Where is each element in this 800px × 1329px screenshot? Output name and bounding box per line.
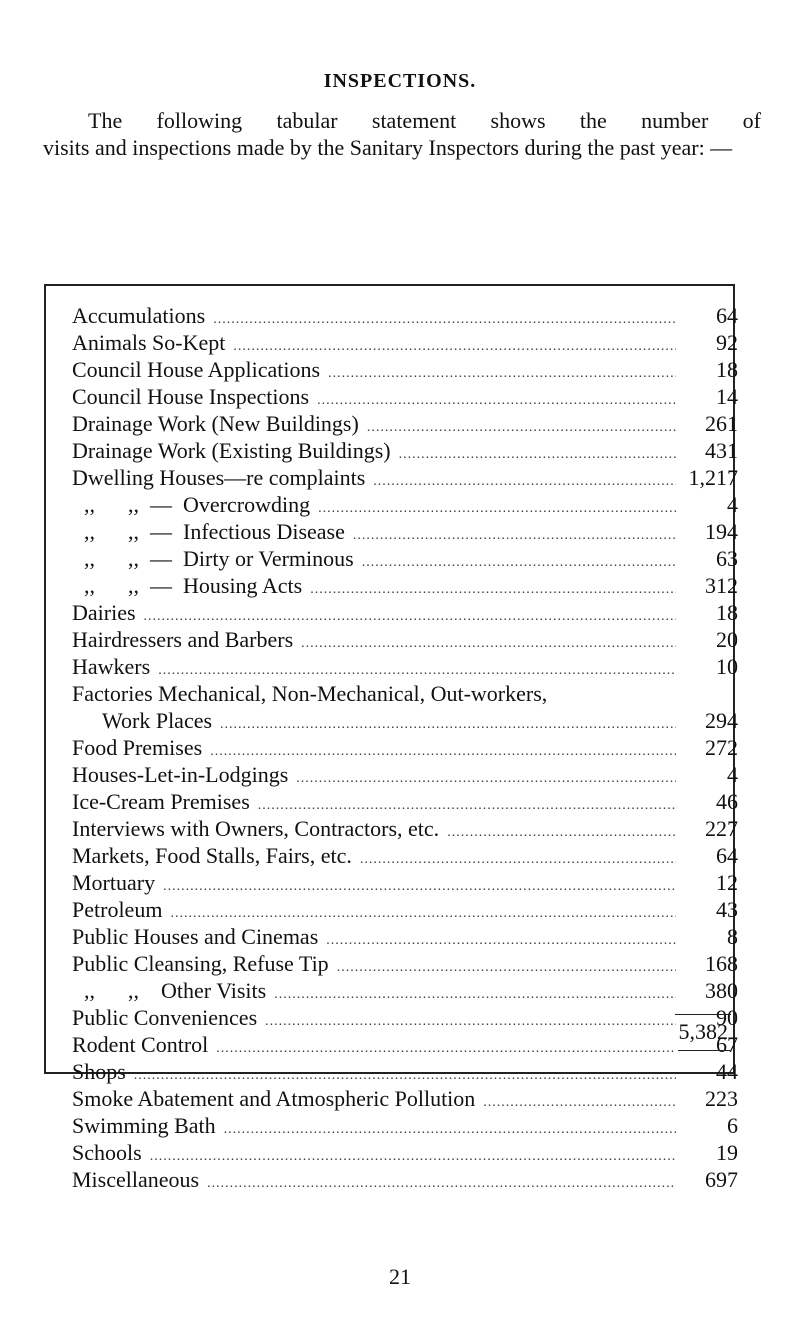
row-label: ,, ,, Other Visits: [84, 978, 267, 1003]
table-row: [72, 626, 738, 653]
total-rule-bottom: [678, 1050, 730, 1051]
row-label: Drainage Work (Existing Buildings): [72, 438, 391, 463]
row-value: 92: [716, 330, 738, 355]
table-row: [72, 1031, 738, 1058]
row-value: 223: [705, 1086, 738, 1111]
table-row: [72, 707, 738, 734]
intro-line-1: The following tabular statement shows the number of: [88, 108, 761, 133]
row-value: 697: [705, 1167, 738, 1192]
row-value: 4: [727, 762, 738, 787]
table-row: [72, 1112, 738, 1139]
row-label: Dwelling Houses—re complaints: [72, 465, 366, 490]
table-row: [72, 680, 738, 707]
row-label: Accumulations: [72, 303, 206, 328]
intro-paragraph: [43, 107, 761, 161]
grand-total: 5,382: [678, 1019, 728, 1044]
row-value: 312: [705, 573, 738, 598]
row-value: 194: [705, 519, 738, 544]
table-row: [72, 545, 738, 572]
row-label: Smoke Abatement and Atmospheric Pollution: [72, 1086, 476, 1111]
inspections-table: [72, 302, 738, 1193]
row-value: 43: [716, 897, 738, 922]
row-value: 1,217: [688, 465, 738, 490]
row-label: Mortuary: [72, 870, 156, 895]
row-label: Public Cleansing, Refuse Tip: [72, 951, 329, 976]
table-row: [72, 572, 738, 599]
table-row: [72, 356, 738, 383]
page-number: 21: [389, 1264, 411, 1289]
row-label: Council House Inspections: [72, 384, 310, 409]
row-label: Ice-Cream Premises: [72, 789, 250, 814]
row-label: Petroleum: [72, 897, 163, 922]
row-label: Hairdressers and Barbers: [72, 627, 294, 652]
row-label: Dairies: [72, 600, 136, 625]
table-row: [72, 1085, 738, 1112]
table-row: [72, 869, 738, 896]
table-row: [72, 518, 738, 545]
row-label: Work Places: [102, 708, 213, 733]
table-row: [72, 1139, 738, 1166]
row-label: Miscellaneous: [72, 1167, 200, 1192]
table-row: [72, 599, 738, 626]
row-value: 168: [705, 951, 738, 976]
row-label: ,, ,, — Infectious Disease: [84, 519, 345, 544]
leader-dots: [207, 1170, 676, 1197]
row-value: 44: [716, 1059, 738, 1084]
row-value: 261: [705, 411, 738, 436]
row-value: 10: [716, 654, 738, 679]
table-row: [72, 923, 738, 950]
row-value: 67: [716, 1032, 738, 1057]
table-row: [72, 1166, 738, 1193]
row-label: Schools: [72, 1140, 142, 1165]
row-label: ,, ,, — Housing Acts: [84, 573, 303, 598]
table-row: [72, 653, 738, 680]
table-row: [72, 1004, 738, 1031]
row-value: 227: [705, 816, 738, 841]
total-rule-top: [675, 1014, 731, 1015]
page-title: INSPECTIONS.: [323, 70, 477, 92]
row-label: Markets, Food Stalls, Fairs, etc.: [72, 843, 352, 868]
row-label: Factories Mechanical, Non-Mechanical, Out-workers,: [72, 681, 548, 706]
row-value: 64: [716, 843, 738, 868]
table-row: [72, 761, 738, 788]
table-row: [72, 437, 738, 464]
table-row: [72, 734, 738, 761]
table-row: [72, 788, 738, 815]
row-value: 46: [716, 789, 738, 814]
row-value: 12: [716, 870, 738, 895]
row-label: Public Houses and Cinemas: [72, 924, 319, 949]
row-value: 18: [716, 357, 738, 382]
row-label: Council House Applications: [72, 357, 321, 382]
row-value: 6: [727, 1113, 738, 1138]
table-row: [72, 896, 738, 923]
row-label: ,, ,, — Dirty or Verminous: [84, 546, 354, 571]
row-label: Public Conveniences: [72, 1005, 258, 1030]
row-label: Swimming Bath: [72, 1113, 216, 1138]
row-label: Rodent Control: [72, 1032, 209, 1057]
row-label: Food Premises: [72, 735, 203, 760]
row-label: Drainage Work (New Buildings): [72, 411, 359, 436]
row-value: 19: [716, 1140, 738, 1165]
row-value: 4: [727, 492, 738, 517]
row-value: 63: [716, 546, 738, 571]
row-label: Animals So-Kept: [72, 330, 226, 355]
table-row: [72, 410, 738, 437]
row-value: 431: [705, 438, 738, 463]
row-value: 18: [716, 600, 738, 625]
table-row: [72, 302, 738, 329]
row-label: Hawkers: [72, 654, 151, 679]
table-row: [72, 977, 738, 1004]
row-value: 90: [716, 1005, 738, 1030]
row-value: 64: [716, 303, 738, 328]
row-label: Houses-Let-in-Lodgings: [72, 762, 289, 787]
row-value: 272: [705, 735, 738, 760]
row-label: ,, ,, — Overcrowding: [84, 492, 311, 517]
row-value: 380: [705, 978, 738, 1003]
table-row: [72, 491, 738, 518]
row-label: Shops: [72, 1059, 126, 1084]
table-row: [72, 1058, 738, 1085]
table-row: [72, 383, 738, 410]
table-row: [72, 950, 738, 977]
row-value: 294: [705, 708, 738, 733]
table-row: [72, 842, 738, 869]
row-label: Interviews with Owners, Contractors, etc.: [72, 816, 440, 841]
row-value: 8: [727, 924, 738, 949]
row-value: 20: [716, 627, 738, 652]
table-row: [72, 464, 738, 491]
row-value: 14: [716, 384, 738, 409]
table-row: [72, 815, 738, 842]
table-row: [72, 329, 738, 356]
intro-line-2: visits and inspections made by the Sanitary Inspectors during the past year: —: [43, 135, 733, 160]
